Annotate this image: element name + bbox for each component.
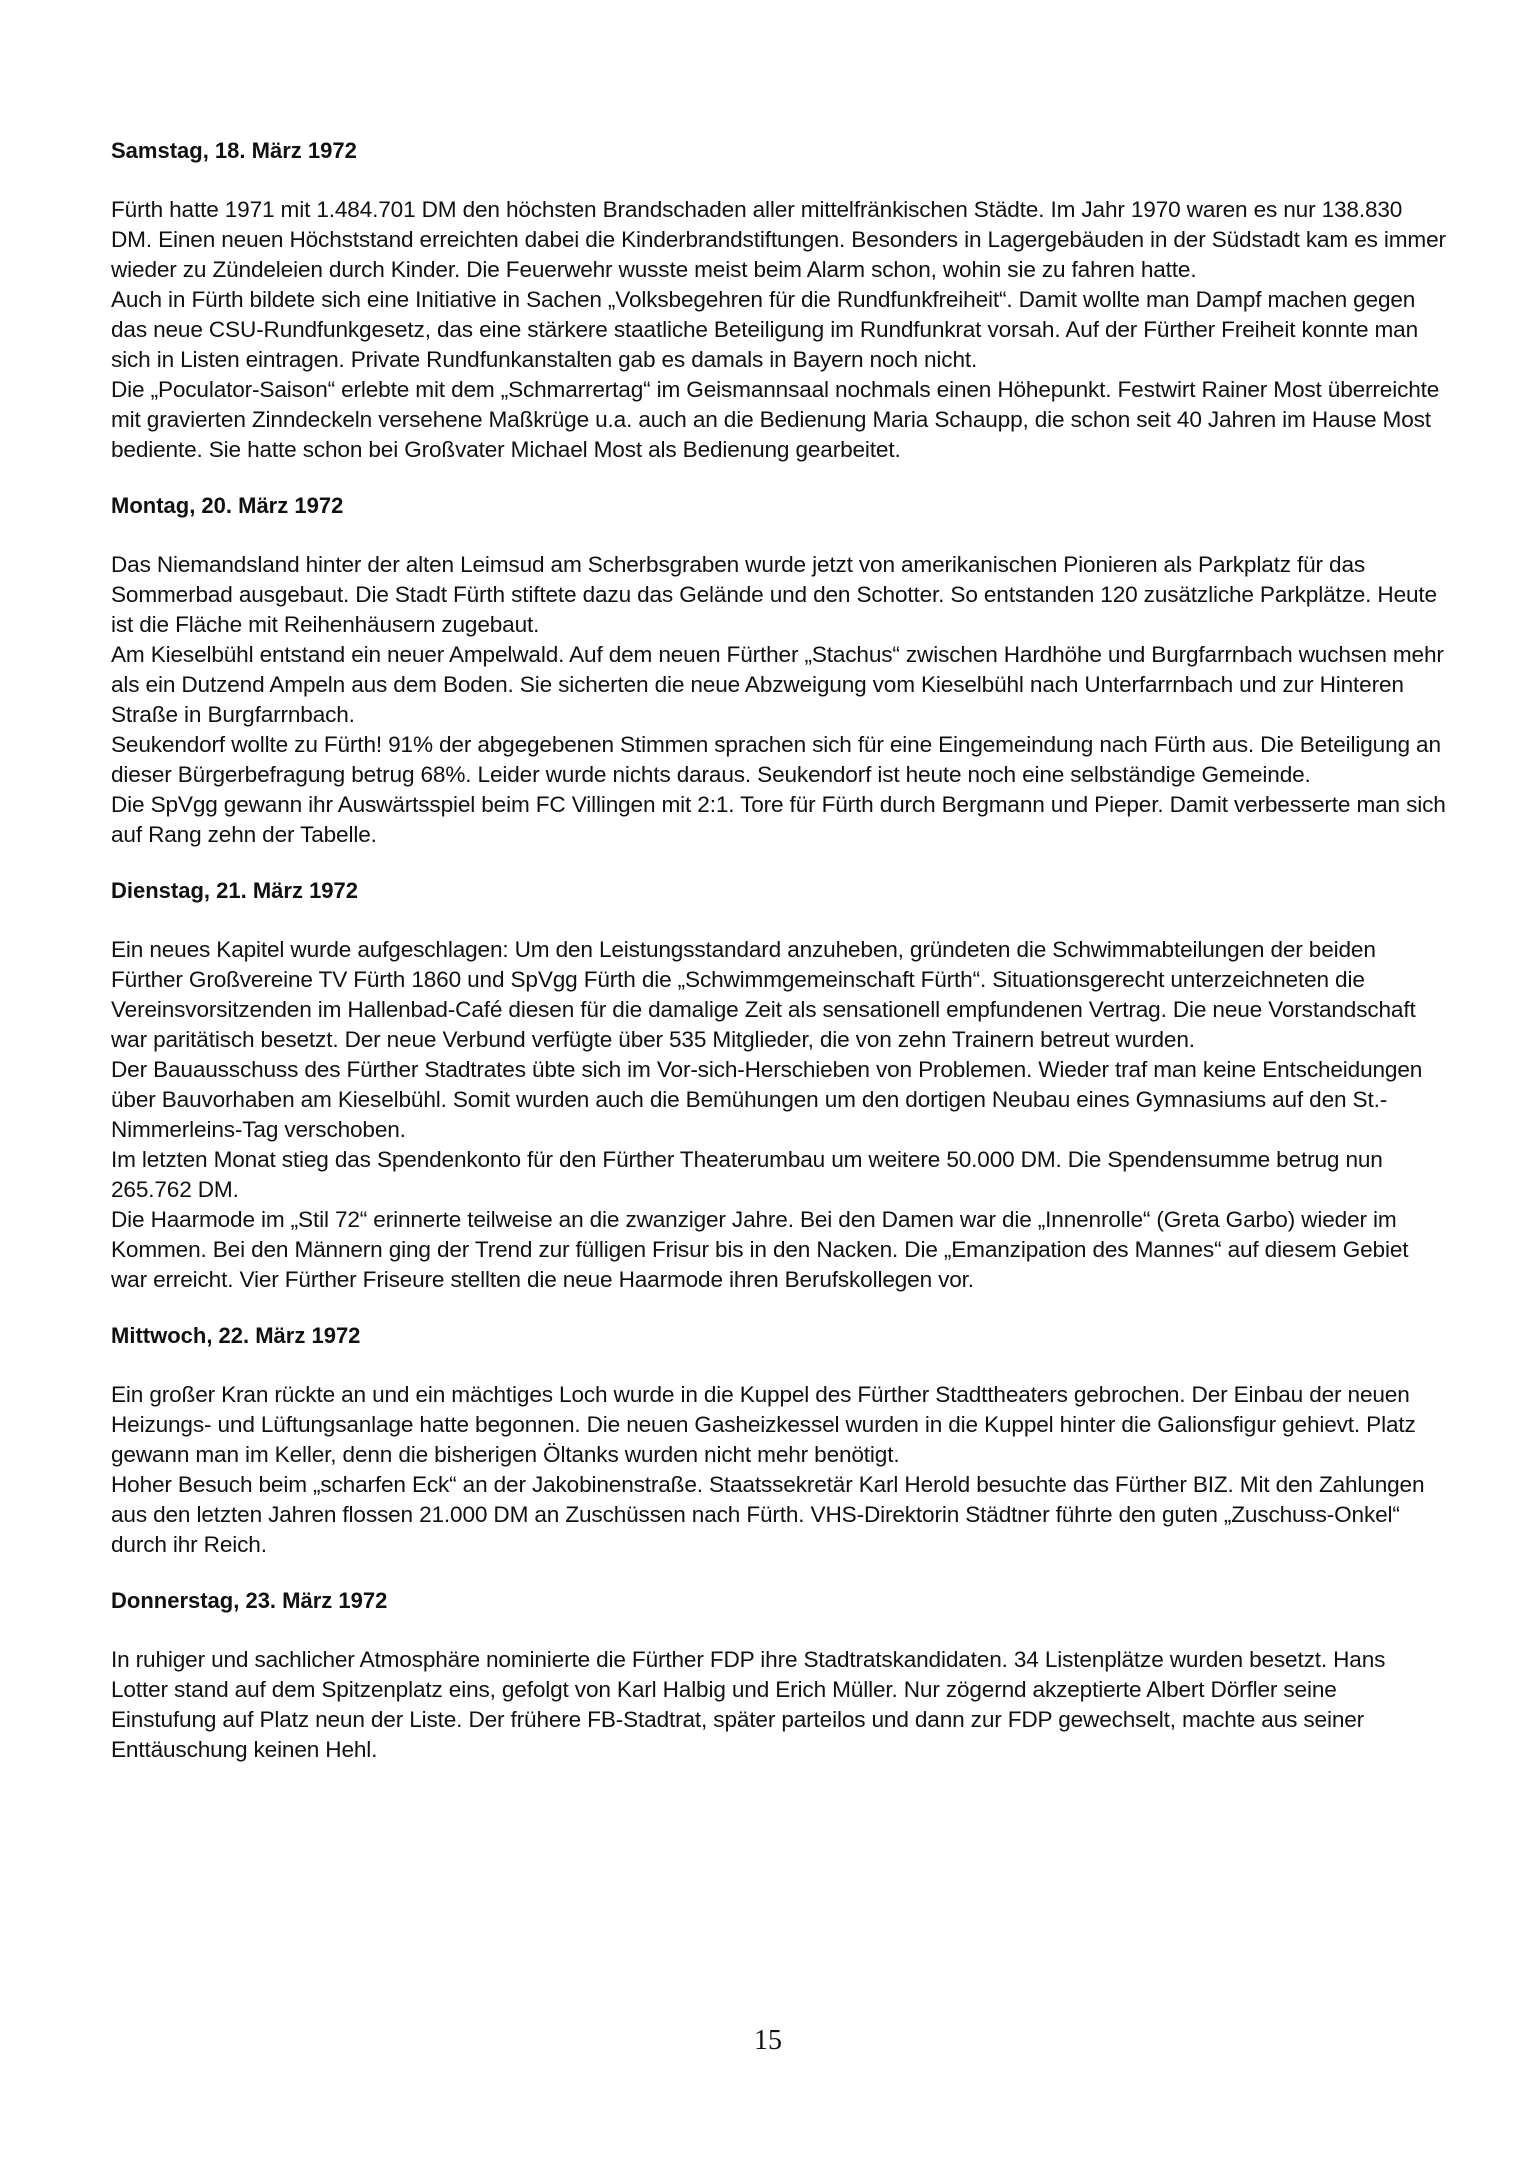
entry-paragraph: Fürth hatte 1971 mit 1.484.701 DM den höchsten Brandschaden aller mittelfränkischen Städte. Im Jahr 1970 waren es nur 138.830 DM. Einen neuen Höchststand erreichten dabei die Kinderbrandstiftungen. Besonders in Lagergebäuden in der Südstadt kam es immer wieder zu Zündeleien durch Kinder. Die Feuerwehr wusste meist beim Alarm schon, wohin sie zu fahren hatte. [111,197,1446,282]
entry-paragraph: Ein neues Kapitel wurde aufgeschlagen: Um den Leistungsstandard anzuheben, gründeten die Schwimmabteilungen der beiden Fürther Großvereine TV Fürth 1860 und SpVgg Fürth die „Schwimmgemeinschaft Fürth“. Situationsgerecht unterzeichneten die Vereinsvorsitzenden im Hallenbad-Café diesen für die damalige Zeit als sensationell empfundenen Vertrag. Die neue Vorstandschaft war paritätisch besetzt. Der neue Verbund verfügte über 535 Mitglieder, die von zehn Trainern betreut wurden. [111,937,1416,1052]
entry-paragraph: Im letzten Monat stieg das Spendenkonto für den Fürther Theaterumbau um weitere 50.000 DM. Die Spendensumme betrug nun 265.762 DM. [111,1147,1383,1202]
entry-paragraph: Auch in Fürth bildete sich eine Initiative in Sachen „Volksbegehren für die Rundfunkfreiheit“. Damit wollte man Dampf machen gegen das neue CSU-Rundfunkgesetz, das eine stärkere staatliche Beteiligung im Rundfunkrat vorsah. Auf der Fürther Freiheit konnte man sich in Listen eintragen. Private Rundfunkanstalten gab es damals in Bayern noch nicht. [111,287,1419,372]
entry-paragraph: Am Kieselbühl entstand ein neuer Ampelwald. Auf dem neuen Fürther „Stachus“ zwischen Hardhöhe und Burgfarrnbach wuchsen mehr als ein Dutzend Ampeln aus dem Boden. Sie sicherten die neue Abzweigung vom Kieselbühl nach Unterfarrnbach und zur Hinteren Straße in Burgfarrnbach. [111,642,1444,727]
entry-2025-03-23 [111,1586,1446,1765]
entry-paragraph: Ein großer Kran rückte an und ein mächtiges Loch wurde in die Kuppel des Fürther Stadttheaters gebrochen. Der Einbau der neuen Heizungs- und Lüftungsanlage hatte begonnen. Die neuen Gasheizkessel wurden in die Kuppel hinter die Galionsfigur gehievt. Platz gewann man im Keller, denn die bisherigen Öltanks wurden nicht mehr benötigt. [111,1382,1416,1467]
entry-date: Dienstag, 21. März 1972 [111,878,359,903]
entry-paragraph: Der Bauausschuss des Fürther Stadtrates übte sich im Vor-sich-Herschieben von Problemen. Wieder traf man keine Entscheidungen über Bauvorhaben am Kieselbühl. Somit wurden auch die Bemühungen um den dortigen Neubau eines Gymnasiums auf den St.-Nimmerleins-Tag verschoben. [111,1057,1423,1142]
entry-date: Montag, 20. März 1972 [111,493,344,518]
entry-paragraph: Die Haarmode im „Stil 72“ erinnerte teilweise an die zwanziger Jahre. Bei den Damen war die „Innenrolle“ (Greta Garbo) wieder im Kommen. Bei den Männern ging der Trend zur fülligen Frisur bis in den Nacken. Die „Emanzipation des Mannes“ auf diesem Gebiet war erreicht. Vier Fürther Friseure stellten die neue Haarmode ihren Berufskollegen vor. [111,1207,1409,1292]
entry-paragraph: In ruhiger und sachlicher Atmosphäre nominierte die Fürther FDP ihre Stadtratskandidaten. 34 Listenplätze wurden besetzt. Hans Lotter stand auf dem Spitzenplatz eins, gefolgt von Karl Halbig und Erich Müller. Nur zögernd akzeptierte Albert Dörfler seine Einstufung auf Platz neun der Liste. Der frühere FB-Stadtrat, später parteilos und dann zur FDP gewechselt, machte aus seiner Enttäuschung keinen Hehl. [111,1647,1386,1762]
entry-paragraph: Die „Poculator-Saison“ erlebte mit dem „Schmarrertag“ im Geismannsaal nochmals einen Höhepunkt. Festwirt Rainer Most überreichte mit gravierten Zinndeckeln versehene Maßkrüge u.a. auch an die Bedienung Maria Schaupp, die schon seit 40 Jahren im Hause Most bediente. Sie hatte schon bei Großvater Michael Most als Bedienung gearbeitet. [111,377,1440,462]
entry-date: Mittwoch, 22. März 1972 [111,1323,361,1348]
entry-date: Samstag, 18. März 1972 [111,138,357,163]
entry-date: Donnerstag, 23. März 1972 [111,1588,388,1613]
entry-2025-03-18 [111,136,1446,465]
document-page [111,136,1446,1791]
page-number: 15 [754,2025,782,2056]
entry-paragraph: Das Niemandsland hinter der alten Leimsud am Scherbsgraben wurde jetzt von amerikanischen Pionieren als Parkplatz für das Sommerbad ausgebaut. Die Stadt Fürth stiftete dazu das Gelände und den Schotter. So entstanden 120 zusätzliche Parkplätze. Heute ist die Fläche mit Reihenhäusern zugebaut. [111,552,1437,637]
entry-paragraph: Hoher Besuch beim „scharfen Eck“ an der Jakobinenstraße. Staatssekretär Karl Herold besuchte das Fürther BIZ. Mit den Zahlungen aus den letzten Jahren flossen 21.000 DM an Zuschüssen nach Fürth. VHS-Direktorin Städtner führte den guten „Zuschuss-Onkel“ durch ihr Reich. [111,1472,1425,1557]
entry-2025-03-20 [111,491,1446,850]
entry-2025-03-21 [111,876,1446,1295]
entry-paragraph: Die SpVgg gewann ihr Auswärtsspiel beim FC Villingen mit 2:1. Tore für Fürth durch Bergmann und Pieper. Damit verbesserte man sich auf Rang zehn der Tabelle. [111,792,1446,847]
entry-2025-03-22 [111,1321,1446,1560]
entry-paragraph: Seukendorf wollte zu Fürth! 91% der abgegebenen Stimmen sprachen sich für eine Eingemeindung nach Fürth aus. Die Beteiligung an dieser Bürgerbefragung betrug 68%. Leider wurde nichts daraus. Seukendorf ist heute noch eine selbständige Gemeinde. [111,732,1441,787]
